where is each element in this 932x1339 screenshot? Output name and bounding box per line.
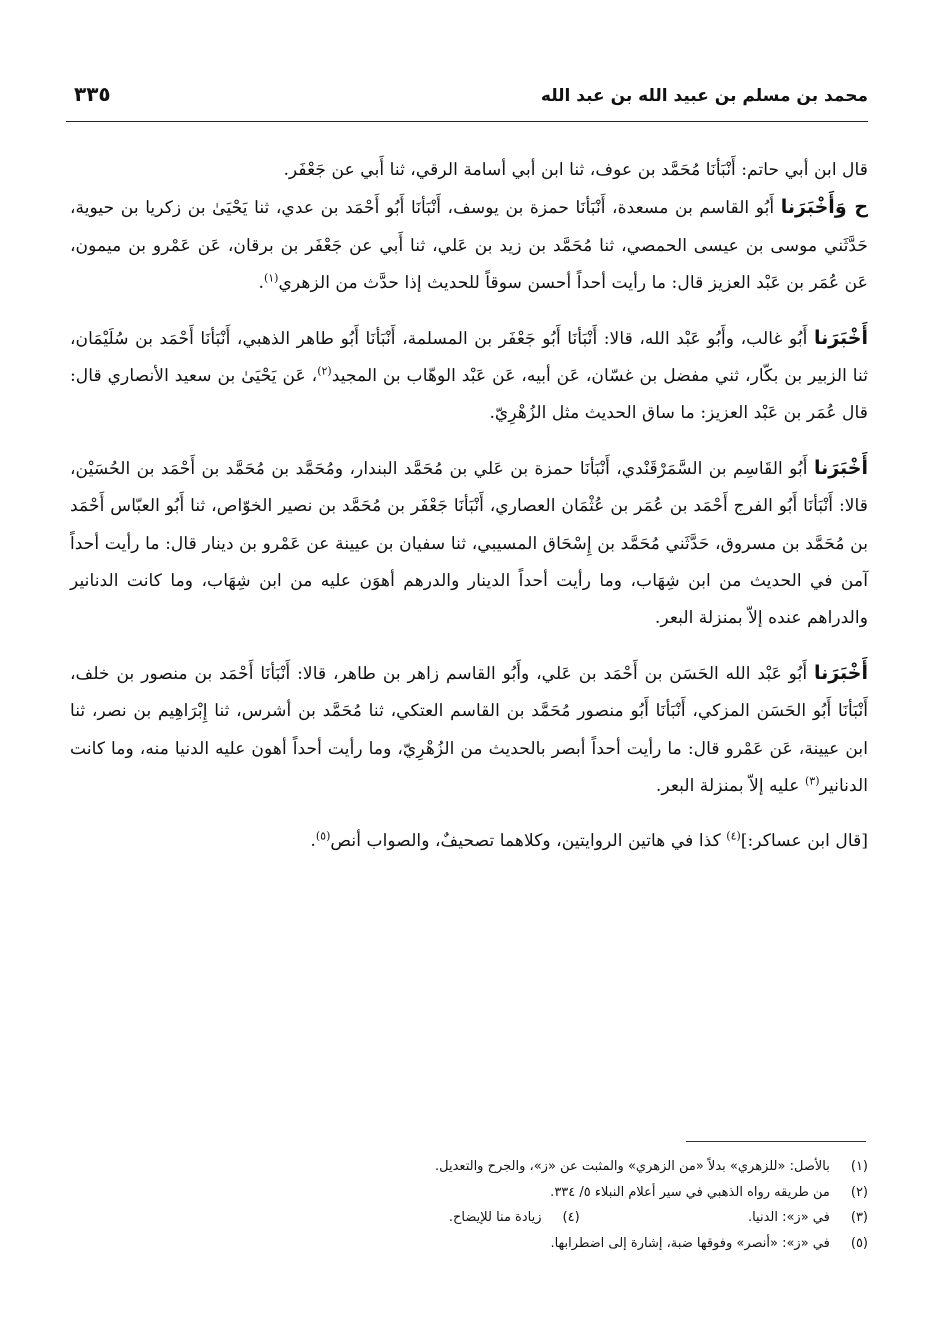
footnote-text: زيادة منا للإيضاح.: [448, 1210, 542, 1225]
footnote-1: [70, 1154, 868, 1180]
paragraph-text: عليه إلاّ بمنزلة البعر.: [655, 776, 805, 797]
footnote-ref: (٢): [317, 364, 332, 378]
paragraph-lead: ح وَأَخْبَرَنا: [780, 196, 869, 219]
footnote-text: بالأصل: «للزهري» بدلاً «من الزهري» والمثبت عن «ز»، والجرح والتعديل.: [435, 1159, 830, 1174]
footnote-ref: (٣): [804, 774, 820, 788]
footnote-number: (١): [850, 1159, 868, 1174]
paragraph-4: [70, 450, 868, 638]
paragraph-1: [70, 152, 868, 189]
footnote-divider: [686, 1141, 866, 1142]
paragraph-5: [70, 655, 868, 806]
footnote-text: في «ز»: الدنيا.: [747, 1210, 830, 1225]
paragraph-text: ، عَن يَحْيَىٰ بن سعيد الأنصاري قال: قال عُمَر بن عَبْد العزيز: ما ساق الحديث مثل الزُهْرِيّ.: [70, 366, 868, 424]
paragraph-text: قال ابن أبي حاتم: أَنْبَأنَا مُحَمَّد بن عوف، ثنا ابن أبي أسامة الرقي، ثنا أَبي عن جَعْفَر.: [283, 160, 868, 180]
footnote-text: في «ز»: «أنصر» وفوقها ضبة، إشارة إلى اضطرابها.: [550, 1235, 830, 1251]
paragraph-text: [قال ابن عساكر:]: [740, 830, 868, 851]
header-divider: [66, 121, 868, 122]
paragraph-lead: أَخْبَرَنا: [813, 326, 869, 349]
paragraph-text: كذا في هاتين الروايتين، وكلاهما تصحيفٌ، والصواب أنص: [330, 830, 727, 851]
paragraph-tail: .: [310, 830, 316, 851]
footnote-number: (٥): [850, 1235, 868, 1251]
footnote-text: من طريقه رواه الذهبي في سير أعلام النبلاء ٥/ ٣٣٤.: [550, 1184, 830, 1200]
footnote-number: (٢): [850, 1184, 868, 1200]
paragraph-text: أَبُو القاسم بن مسعدة، أَنْبَأنَا حمزة بن يوسف، أَنْبَأنَا أَبُو أَحْمَد بن عدي، ثنا يَحْيَىٰ بن زكريا بن حيوية، حَدَّثَني موسى بن عيسى الحمصي، ثنا مُحَمَّد بن زيد بن عَلي، ثنا أَبي عن جَعْفَر بن برقان، عَن عَمْرو بن ميمون، عَن عُمَر بن عَبْد العزيز قال: ما رأيت أحداً أحسن سوقاً للحديث إذا حدَّث من الزهري: [70, 198, 868, 294]
paragraph-6: [70, 823, 868, 860]
footnote-ref: (٤): [726, 828, 741, 842]
paragraph-3: [70, 320, 868, 433]
footnote-ref: (٥): [315, 828, 331, 842]
page-number: ٣٣٥: [74, 82, 111, 106]
paragraph-tail: .: [258, 273, 264, 294]
footnote-2: [70, 1180, 868, 1206]
paragraph-text: أَبُو عَبْد الله الحَسَن بن أَحْمَد بن عَلي، وأَبُو القاسم زاهر بن طاهر، قالا: أَنْبَأنَا أَحْمَد بن منصور بن خلف، أَنْبَأنَا أَبُو الحَسَن المزكي، أَنْبَأنَا أَبُو منصور مُحَمَّد بن القاسم العتكي، ثنا مُحَمَّد بن أشرس، ثنا إِبْرَاهِيم بن نصر، ثنا ابن عيينة، عَن عَمْرو قال: ما رأيت أحداً أبصر بالحديث من الزُهْرِيّ، وما رأيت أحداً أهون عليه الدنيا منه، وما كانت الدنانير: [70, 663, 868, 797]
footnote-number: (٤): [562, 1210, 580, 1225]
paragraph-text: أَبُو القَاسِم بن السَّمَرْقَنْدي، أَنْبَأنَا حمزة بن عَلي بن مُحَمَّد البندار، ومُحَمَّد بن مُحَمَّد بن أَحْمَد بن الحُسَيْن، قالا: أَنْبَأنَا أَبُو الفرج أَحْمَد بن عُمَر بن عُثْمَان العصاري، أَنْبَأنَا جَعْفَر بن مُحَمَّد بن نصير الخوّاص، ثنا أَبُو العبّاس أَحْمَد بن مُحَمَّد بن مسروق، حَدَّثَني مُحَمَّد بن إِسْحَاق المسيبي، ثنا سفيان بن عيينة عن عَمْرو بن دينار قال: ما رأيت أحداً آمن في الحديث من ابن شِهَاب، وما رأيت أحداً الدينار والدرهم أهوَن عليه من ابن شِهَاب، وما كانت الدنانير والدراهم عنده إلاّ بمنزلة البعر.: [70, 458, 868, 629]
paragraph-text: أَبُو غالب، وأَبُو عَبْد الله، قالا: أَنْبَأنَا أَبُو جَعْفَر بن المسلمة، أَنْبَأنَا أَبُو طاهر الذهبي، أَنْبَأنَا أَحْمَد بن سُلَيْمَان، ثنا الزبير بن بكّار، ثني مفضل بن غسّان، عَن أبيه، عَن عَبْد الوهّاب بن المجيد: [70, 328, 868, 387]
paragraph-2: [70, 189, 868, 302]
footnotes: [70, 1154, 868, 1256]
footnote-3: [70, 1205, 868, 1231]
main-text: [70, 152, 868, 877]
footnote-ref: (١): [263, 271, 279, 285]
running-header-title: محمد بن مسلم بن عبيد الله بن عبد الله: [540, 86, 868, 106]
footnote-number: (٣): [850, 1210, 868, 1225]
paragraph-lead: أَخْبَرَنا: [813, 456, 868, 479]
paragraph-lead: أَخْبَرَنا: [813, 661, 868, 684]
footnote-5: [70, 1231, 868, 1257]
